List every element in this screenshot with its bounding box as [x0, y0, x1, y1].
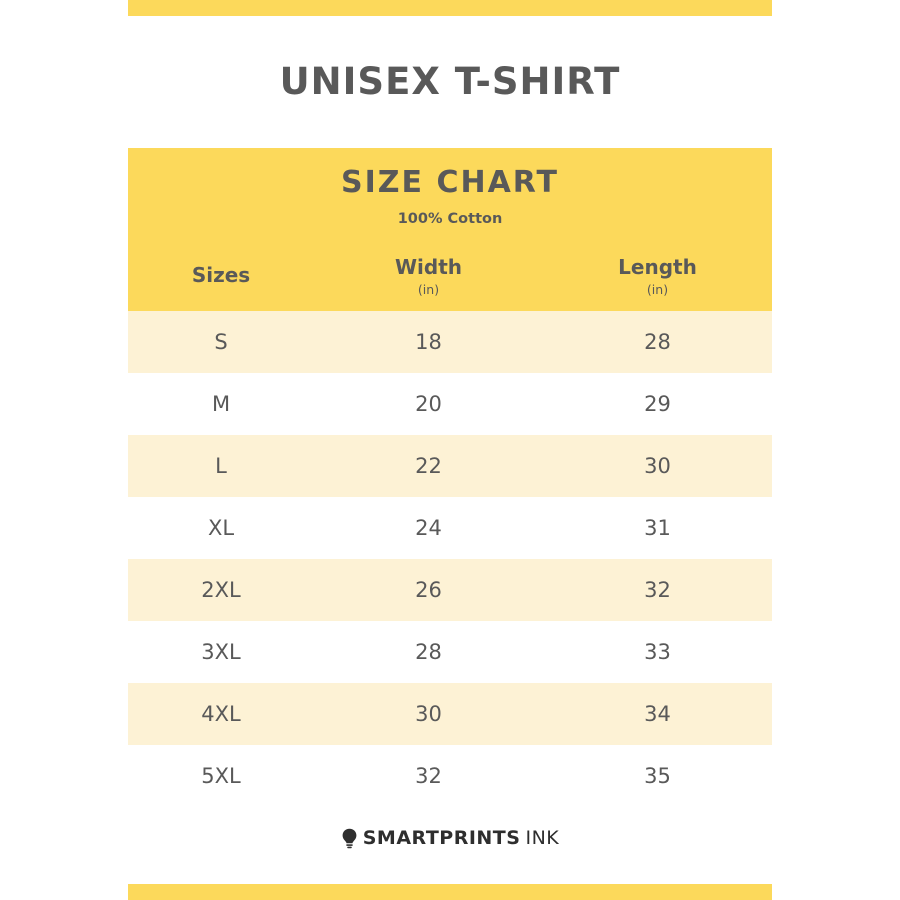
brand-name-secondary: INK: [525, 826, 560, 849]
size-chart: [128, 148, 772, 807]
column-header-length-unit: (in): [646, 281, 669, 297]
chart-header: [128, 148, 772, 243]
table-row: [128, 373, 772, 435]
cell-width: 28: [314, 621, 543, 683]
table-body: [128, 311, 772, 807]
cell-width: 20: [314, 373, 543, 435]
cell-length: 30: [543, 435, 772, 497]
cell-width: 26: [314, 559, 543, 621]
cell-length: 33: [543, 621, 772, 683]
column-header-width-unit: (in): [417, 281, 440, 297]
cell-width: 24: [314, 497, 543, 559]
top-accent-bar: [128, 0, 772, 16]
column-header-sizes: [128, 243, 314, 311]
cell-length: 32: [543, 559, 772, 621]
cell-length: 34: [543, 683, 772, 745]
table-row: [128, 745, 772, 807]
lightbulb-icon: [341, 828, 358, 849]
cell-size: S: [128, 311, 314, 373]
cell-width: 30: [314, 683, 543, 745]
cell-size: L: [128, 435, 314, 497]
cell-size: 2XL: [128, 559, 314, 621]
column-header-width-label: Width: [394, 254, 463, 279]
table-row: [128, 435, 772, 497]
cell-size: 3XL: [128, 621, 314, 683]
table-header-row: [128, 243, 772, 311]
table-row: [128, 311, 772, 373]
size-table: [128, 243, 772, 807]
column-header-length-label: Length: [618, 254, 697, 279]
column-header-width: [314, 243, 543, 311]
cell-size: 4XL: [128, 683, 314, 745]
cell-length: 29: [543, 373, 772, 435]
chart-subheading: 100% Cotton: [397, 210, 503, 227]
footer: [0, 827, 900, 853]
table-row: [128, 497, 772, 559]
cell-length: 28: [543, 311, 772, 373]
page-title: UNISEX T-SHIRT: [279, 60, 621, 103]
table-row: [128, 621, 772, 683]
bottom-accent-bar: [128, 884, 772, 900]
table-row: [128, 559, 772, 621]
table-row: [128, 683, 772, 745]
cell-length: 35: [543, 745, 772, 807]
column-header-sizes-label: Sizes: [191, 262, 251, 287]
cell-width: 18: [314, 311, 543, 373]
cell-width: 32: [314, 745, 543, 807]
cell-size: M: [128, 373, 314, 435]
table-header: [128, 243, 772, 311]
cell-width: 22: [314, 435, 543, 497]
cell-size: XL: [128, 497, 314, 559]
cell-length: 31: [543, 497, 772, 559]
column-header-length: [543, 243, 772, 311]
cell-size: 5XL: [128, 745, 314, 807]
brand-logo: [341, 827, 560, 849]
brand-name-primary: SMARTPRINTS: [362, 826, 521, 849]
chart-heading: SIZE CHART: [340, 165, 560, 200]
